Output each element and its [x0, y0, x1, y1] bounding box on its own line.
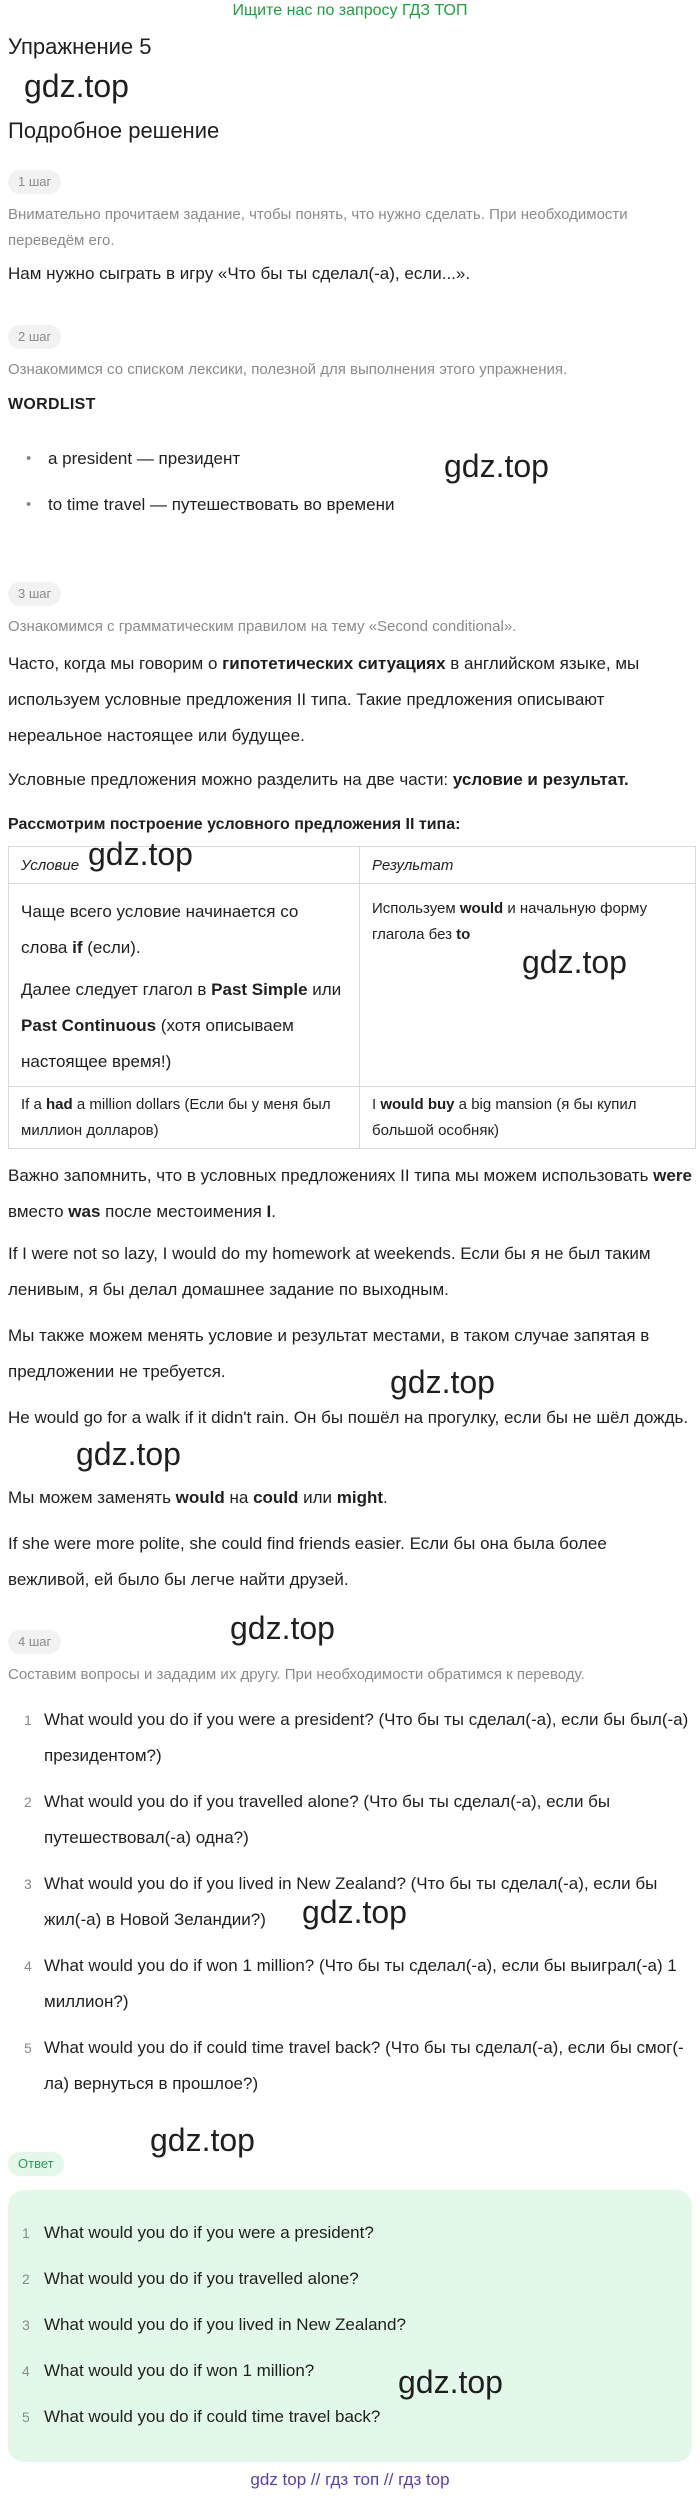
watermark: gdz.top	[398, 2364, 503, 2400]
watermark: gdz.top	[150, 2122, 255, 2158]
table-cell: If a had a million dollars (Если бы у меня был миллион долларов)	[9, 1087, 360, 1149]
step-text: Нам нужно сыграть в игру «Что бы ты сделал(-а), если...».	[8, 264, 471, 283]
list-item: • to time travel — путешествовать во времени	[8, 482, 608, 528]
paragraph: He would go for a walk if it didn't rain. Он бы пошёл на прогулку, если бы не шёл дождь.	[8, 1408, 689, 1427]
step-note: Составим вопросы и зададим их другу. При необходимости обратимся к переводу.	[8, 1666, 585, 1683]
step-badge: 4 шаг	[8, 1630, 61, 1654]
step-note: Ознакомимся со списком лексики, полезной для выполнения этого упражнения.	[8, 361, 568, 378]
answer-box	[8, 2190, 692, 2462]
step-note: Внимательно прочитаем задание, чтобы понять, что нужно сделать. При необходимости переведём его.	[8, 206, 628, 249]
step-badge: 2 шаг	[8, 325, 61, 349]
table-title: Рассмотрим построение условного предложения II типа:	[8, 816, 461, 833]
table-header-condition: Условие	[9, 847, 360, 884]
watermark: gdz.top	[522, 944, 627, 980]
grammar-table	[8, 846, 696, 1149]
paragraph: Условные предложения можно разделить на две части: условие и результат.	[8, 770, 629, 789]
list-item: 3 What would you do if you lived in New Zealand?	[22, 2315, 406, 2334]
page-title: Упражнение 5	[8, 34, 152, 59]
paragraph: If she were more polite, she could find friends easier. Если бы она была более вежливой, ей было бы легче найти друзей.	[8, 1534, 607, 1589]
watermark: gdz.top	[76, 1436, 181, 1472]
list-item: 1 What would you do if you were a president? (Что бы ты сделал(-а), если бы был(-а) президентом?)	[24, 1710, 689, 1765]
paragraph: Мы можем заменять would на could или might.	[8, 1488, 388, 1507]
answers-list	[8, 2210, 692, 2440]
wordlist-title: WORDLIST	[8, 396, 96, 413]
watermark: gdz.top	[390, 1364, 495, 1400]
paragraph: Мы также можем менять условие и результат местами, в таком случае запятая в предложении не требуется.	[8, 1326, 650, 1381]
table-header-result: Результат	[360, 847, 696, 884]
table-cell: I would buy a big mansion (я бы купил большой особняк)	[360, 1087, 696, 1149]
paragraph: Часто, когда мы говорим о гипотетических ситуациях в английском языке, мы используем условные предложения II типа. Такие предложения описывают нереальное настоящее или будущее.	[8, 654, 640, 745]
list-item: 1 What would you do if you were a president?	[22, 2223, 374, 2242]
list-item: 4 What would you do if won 1 million? (Что бы ты сделал(-а), если бы выиграл(-а) 1 миллион?)	[24, 1956, 677, 2011]
watermark: gdz.top	[24, 68, 129, 104]
list-item: 5 What would you do if could time travel back?	[22, 2407, 381, 2426]
list-item: 3 What would you do if you lived in New Zealand? (Что бы ты сделал(-а), если бы жил(-а) в Новой Зеландии?)	[24, 1874, 658, 1929]
watermark: gdz.top	[302, 1894, 407, 1930]
answer-badge: Ответ	[8, 2152, 64, 2176]
table-cell: Используем would и начальную форму глагола без to	[360, 884, 696, 1087]
paragraph: If I were not so lazy, I would do my homework at weekends. Если бы я не был таким ленивым, я бы делал домашнее задание по выходным.	[8, 1244, 651, 1299]
step-badge: 1 шаг	[8, 170, 61, 194]
watermark: gdz.top	[88, 836, 193, 872]
section-title: Подробное решение	[8, 118, 220, 143]
watermark: gdz.top	[230, 1610, 335, 1646]
footer-links[interactable]: gdz top // гдз топ // гдз top	[250, 2470, 450, 2489]
list-item: 2 What would you do if you travelled alone? (Что бы ты сделал(-а), если бы путешествовал(-а) одна?)	[24, 1792, 611, 1847]
promo-banner[interactable]: Ищите нас по запросу ГДЗ ТОП	[232, 2, 468, 19]
list-item: 4 What would you do if won 1 million?	[22, 2361, 315, 2380]
list-item: 2 What would you do if you travelled alone?	[22, 2269, 359, 2288]
step-badge: 3 шаг	[8, 582, 61, 606]
step-note: Ознакомимся с грамматическим правилом на тему «Second conditional».	[8, 618, 517, 635]
table-cell: Чаще всего условие начинается со слова if (если). Далее следует глагол в Past Simple или Past Continuous (хотя описываем настоящее время!)	[9, 884, 360, 1087]
list-item: 5 What would you do if could time travel back? (Что бы ты сделал(-а), если бы смог(-ла) вернуться в прошлое?)	[24, 2038, 684, 2093]
list-item: • a president — президент	[8, 436, 608, 482]
paragraph: Важно запомнить, что в условных предложениях II типа мы можем использовать were вместо was после местоимения I.	[8, 1166, 692, 1221]
watermark: gdz.top	[444, 448, 549, 484]
